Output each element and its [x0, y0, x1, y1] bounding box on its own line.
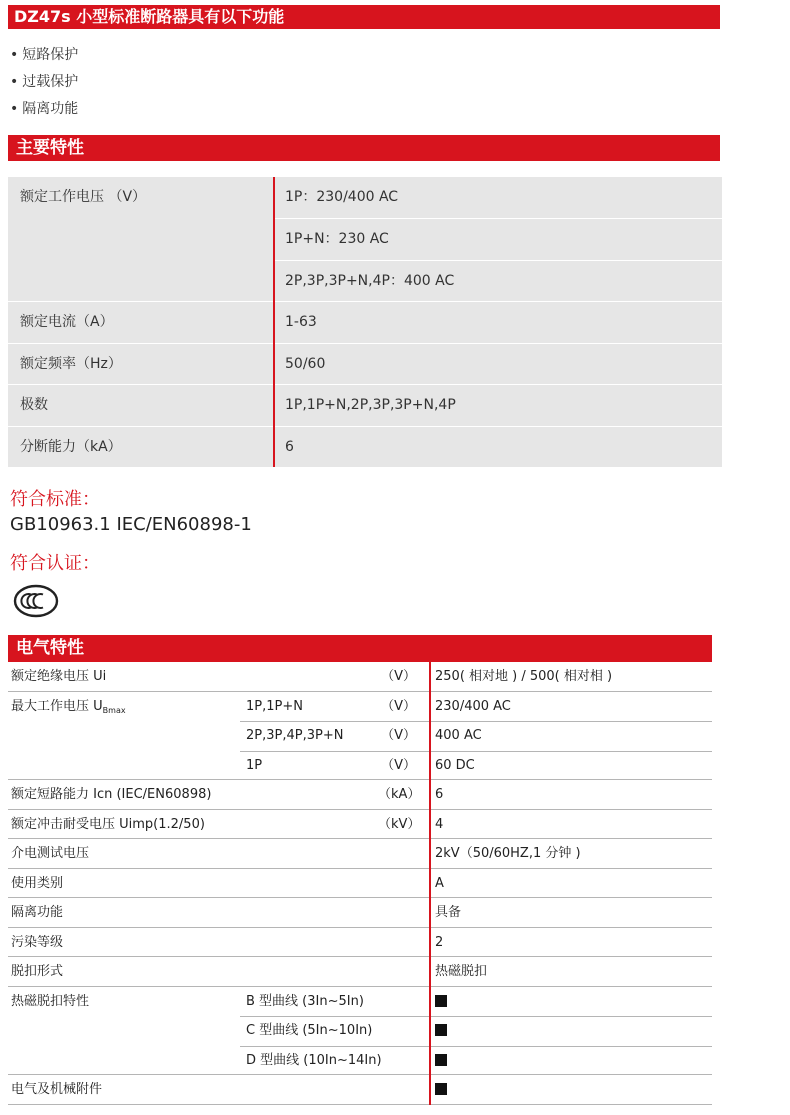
table-row — [8, 987, 712, 1017]
max-voltage-label: 最大工作电压 U — [11, 698, 103, 714]
row-value: 230/400 AC — [435, 698, 511, 714]
list-item: • 隔离功能 — [10, 96, 78, 123]
table-row — [8, 751, 712, 781]
table-row — [8, 692, 712, 722]
table-cell: 1P：230/400 AC — [285, 189, 399, 205]
row-label: 使用类别 — [11, 875, 64, 891]
row-label: 额定冲击耐受电压 Uimp(1.2/50) — [11, 816, 205, 832]
table-row — [8, 426, 722, 467]
row-label: 电气及机械附件 — [11, 1082, 103, 1097]
table-row — [8, 662, 712, 692]
table-row — [8, 898, 712, 928]
row-poles: 1P — [246, 757, 263, 773]
table-row — [8, 1075, 712, 1105]
title-bar — [8, 5, 720, 29]
row-label: 介电测试电压 — [11, 846, 90, 861]
row-value: 热磁脱扣 — [435, 964, 488, 979]
electrical-table — [8, 662, 712, 1105]
row-value: 250( 相对地 ) / 500( 相对相 ) — [435, 669, 613, 684]
table-row — [8, 957, 712, 987]
table-divider — [273, 177, 275, 467]
row-label: 热磁脱扣特性 — [11, 993, 90, 1009]
certification-title: 符合认证： — [10, 553, 100, 574]
filled-square-icon — [435, 1083, 447, 1095]
filled-square-icon — [435, 1054, 447, 1066]
table-row — [8, 384, 722, 425]
row-value: 2kV（50/60HZ,1 分钟 ) — [435, 846, 581, 861]
table-row — [8, 780, 712, 810]
row-label — [11, 692, 126, 725]
row-value: 具备 — [435, 905, 462, 920]
row-unit: （kA） — [378, 787, 421, 802]
table-cell: 1-63 — [285, 314, 317, 330]
section-title: 主要特性 — [16, 138, 84, 158]
table-cell: 2P,3P,3P+N,4P：400 AC — [285, 273, 455, 289]
filled-square-icon — [435, 1024, 447, 1036]
table-row — [8, 1046, 712, 1076]
row-value: 4 — [435, 816, 444, 832]
main-features-bar — [8, 135, 720, 161]
row-label: 脱扣形式 — [11, 964, 64, 979]
ccc-logo-icon — [12, 584, 60, 618]
curve-label: D 型曲线 (10In~14In) — [246, 1052, 382, 1068]
row-value: 60 DC — [435, 757, 475, 773]
table-label: 额定电流（A） — [20, 314, 114, 330]
page-title: DZ47s 小型标准断路器具有以下功能 — [14, 7, 285, 26]
table-cell: 1P,1P+N,2P,3P,3P+N,4P — [285, 397, 456, 413]
row-unit: （kV） — [378, 816, 421, 832]
table-row — [8, 301, 722, 342]
standards-value: GB10963.1 IEC/EN60898-1 — [10, 514, 252, 535]
main-features-table — [8, 177, 722, 467]
table-row — [275, 218, 722, 259]
table-row — [8, 869, 712, 899]
curve-label: B 型曲线 (3In~5In) — [246, 993, 364, 1009]
table-cell: 1P+N：230 AC — [285, 231, 389, 247]
list-item: • 短路保护 — [10, 42, 78, 69]
table-cell: 50/60 — [285, 356, 326, 372]
filled-square-icon — [435, 995, 447, 1007]
row-value: A — [435, 875, 444, 891]
row-poles: 2P,3P,4P,3P+N — [246, 728, 344, 743]
table-cell: 6 — [285, 439, 294, 455]
table-row — [8, 928, 712, 958]
electrical-bar — [8, 635, 712, 662]
list-item: • 过载保护 — [10, 69, 78, 96]
row-poles: 1P,1P+N — [246, 698, 303, 714]
rated-voltage-label: 额定工作电压 （V） — [20, 189, 147, 205]
table-row — [8, 839, 712, 869]
table-label: 分断能力（kA） — [20, 439, 122, 455]
table-row — [8, 343, 722, 384]
table-divider — [429, 662, 431, 1105]
row-unit: （V） — [381, 757, 416, 773]
row-value: 2 — [435, 934, 444, 950]
function-list — [10, 42, 78, 123]
curve-label: C 型曲线 (5In~10In) — [246, 1023, 373, 1038]
row-unit: （V） — [381, 728, 416, 743]
standards-title: 符合标准： — [10, 489, 100, 510]
row-value: 6 — [435, 787, 444, 802]
table-row — [275, 260, 722, 301]
table-label: 额定频率（Hz） — [20, 356, 122, 372]
table-label: 极数 — [20, 397, 48, 413]
row-label: 额定绝缘电压 Ui — [11, 669, 107, 684]
row-label: 额定短路能力 Icn (IEC/EN60898) — [11, 787, 212, 802]
max-voltage-subscript: Bmax — [102, 705, 126, 715]
table-row — [8, 721, 712, 751]
table-row — [8, 1016, 712, 1046]
row-label: 隔离功能 — [11, 905, 64, 920]
table-row — [275, 177, 722, 218]
section-title: 电气特性 — [16, 638, 84, 658]
row-unit: （V） — [381, 669, 416, 684]
table-row — [8, 810, 712, 840]
row-value: 400 AC — [435, 728, 482, 743]
row-label: 污染等级 — [11, 934, 64, 950]
row-unit: （V） — [381, 698, 416, 714]
